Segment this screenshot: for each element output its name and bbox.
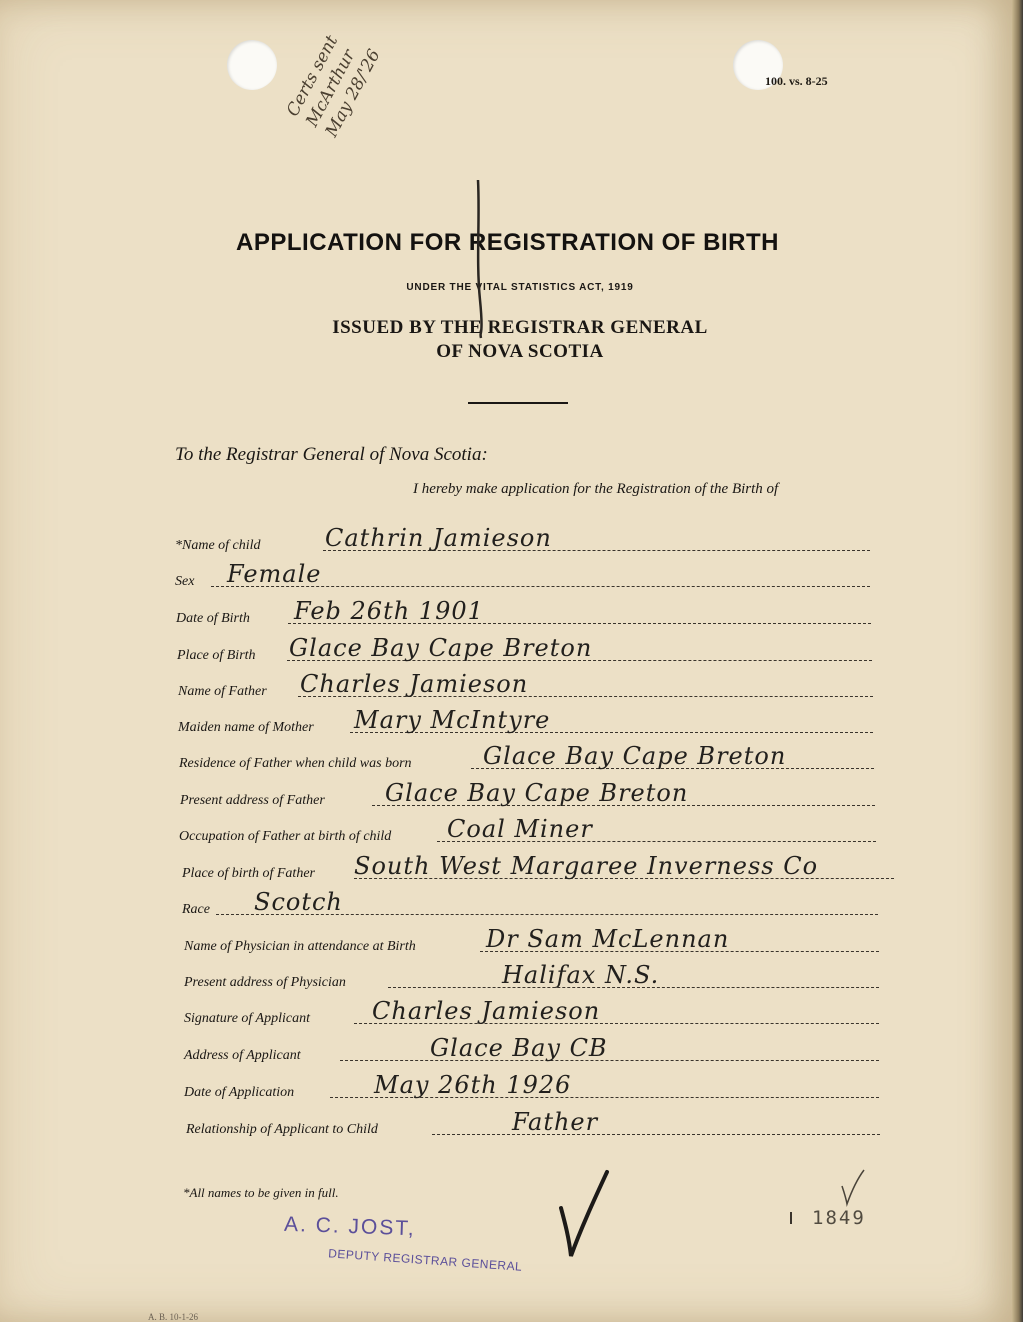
field-label: Occupation of Father at birth of child: [179, 829, 392, 844]
field-row-date-of-application: [184, 1071, 879, 1101]
field-label: Present address of Father: [180, 793, 325, 808]
registrar-stamp-title: DEPUTY REGISTRAR GENERAL: [327, 1246, 523, 1274]
field-row-residence-of-father: [179, 742, 874, 772]
field-row-place-of-birth-of-father: [182, 852, 894, 882]
checkmark-icon: [555, 1168, 615, 1263]
field-row-address-of-applicant: [184, 1034, 879, 1064]
punch-hole-left: [227, 40, 277, 90]
field-row-relationship-of-applicant: [186, 1108, 880, 1138]
pen-stroke-mark: [470, 180, 490, 340]
field-value: Father: [512, 1108, 599, 1136]
field-label: Place of Birth: [177, 648, 256, 663]
field-value: Cathrin Jamieson: [325, 524, 552, 552]
field-value: Feb 26th 1901: [294, 597, 484, 625]
page-edge: [1012, 0, 1023, 1322]
field-value: Glace Bay Cape Breton: [385, 779, 689, 807]
field-row-race: [182, 888, 878, 918]
field-row-present-address-of-physician: [184, 961, 879, 991]
field-row-present-address-of-father: [180, 779, 875, 809]
field-label: Signature of Applicant: [184, 1011, 310, 1026]
field-label: Sex: [175, 574, 195, 589]
registrar-stamp-name: A. C. JOST,: [283, 1212, 417, 1241]
field-value: Mary McIntyre: [354, 706, 551, 734]
field-value: South West Margaree Inverness Co: [354, 852, 819, 880]
field-label: Name of Father: [178, 684, 267, 699]
field-value: Coal Miner: [447, 815, 593, 843]
document-subtitle: UNDER THE VITAL STATISTICS ACT, 1919: [406, 282, 634, 293]
field-line: [340, 1060, 879, 1061]
form-code: 100. vs. 8-25: [765, 74, 828, 88]
field-line: [432, 1134, 880, 1135]
footnote: *All names to be given in full.: [183, 1185, 339, 1200]
field-row-name-of-physician: [184, 925, 879, 955]
handwritten-certificate-note: Certs sent McArthur May 28/'26: [282, 32, 385, 141]
field-row-signature-of-applicant: [184, 997, 879, 1027]
field-label: Address of Applicant: [184, 1048, 301, 1063]
field-row-name-of-father: [178, 670, 873, 700]
greeting: To the Registrar General of Nova Scotia:: [175, 444, 488, 465]
document-number: 1849: [812, 1207, 866, 1229]
field-value: Glace Bay Cape Breton: [289, 634, 593, 662]
field-label: Residence of Father when child was born: [179, 756, 412, 771]
field-label: Place of birth of Father: [182, 866, 315, 881]
field-row-place-of-birth: [177, 634, 872, 664]
field-value: Dr Sam McLennan: [486, 925, 730, 953]
issuer-line-2: OF NOVA SCOTIA: [436, 341, 604, 362]
field-label: Maiden name of Mother: [178, 720, 314, 735]
field-value: Female: [227, 560, 322, 588]
field-label: Name of Physician in attendance at Birth: [184, 939, 416, 954]
field-value: Scotch: [254, 888, 343, 916]
field-row-name-of-child: [175, 524, 870, 554]
field-value: May 26th 1926: [374, 1071, 572, 1099]
printer-mark: A. B. 10-1-26: [148, 1312, 198, 1322]
document-title: APPLICATION FOR REGISTRATION OF BIRTH: [236, 229, 779, 256]
field-label: Present address of Physician: [184, 975, 346, 990]
field-label: Relationship of Applicant to Child: [186, 1122, 378, 1137]
small-check-icon: [838, 1168, 868, 1208]
issuer-line-1: ISSUED BY THE REGISTRAR GENERAL: [332, 317, 708, 338]
field-label: *Name of child: [175, 538, 261, 553]
field-label: Date of Birth: [176, 611, 250, 626]
field-value: Glace Bay CB: [430, 1034, 608, 1062]
field-row-maiden-name-of-mother: [178, 706, 873, 736]
field-label: Race: [182, 902, 210, 917]
field-row-sex: [175, 560, 870, 590]
field-value: Charles Jamieson: [300, 670, 529, 698]
field-label: Date of Application: [184, 1085, 295, 1100]
intro-text: I hereby make application for the Registration of the Birth of: [413, 481, 779, 497]
field-row-occupation-of-father: [179, 815, 876, 845]
field-value: Charles Jamieson: [372, 997, 601, 1025]
field-value: Halifax N.S.: [502, 961, 660, 989]
field-row-date-of-birth: [176, 597, 871, 627]
divider-rule: [468, 402, 568, 404]
tick-mark: [790, 1212, 792, 1224]
field-value: Glace Bay Cape Breton: [483, 742, 787, 770]
